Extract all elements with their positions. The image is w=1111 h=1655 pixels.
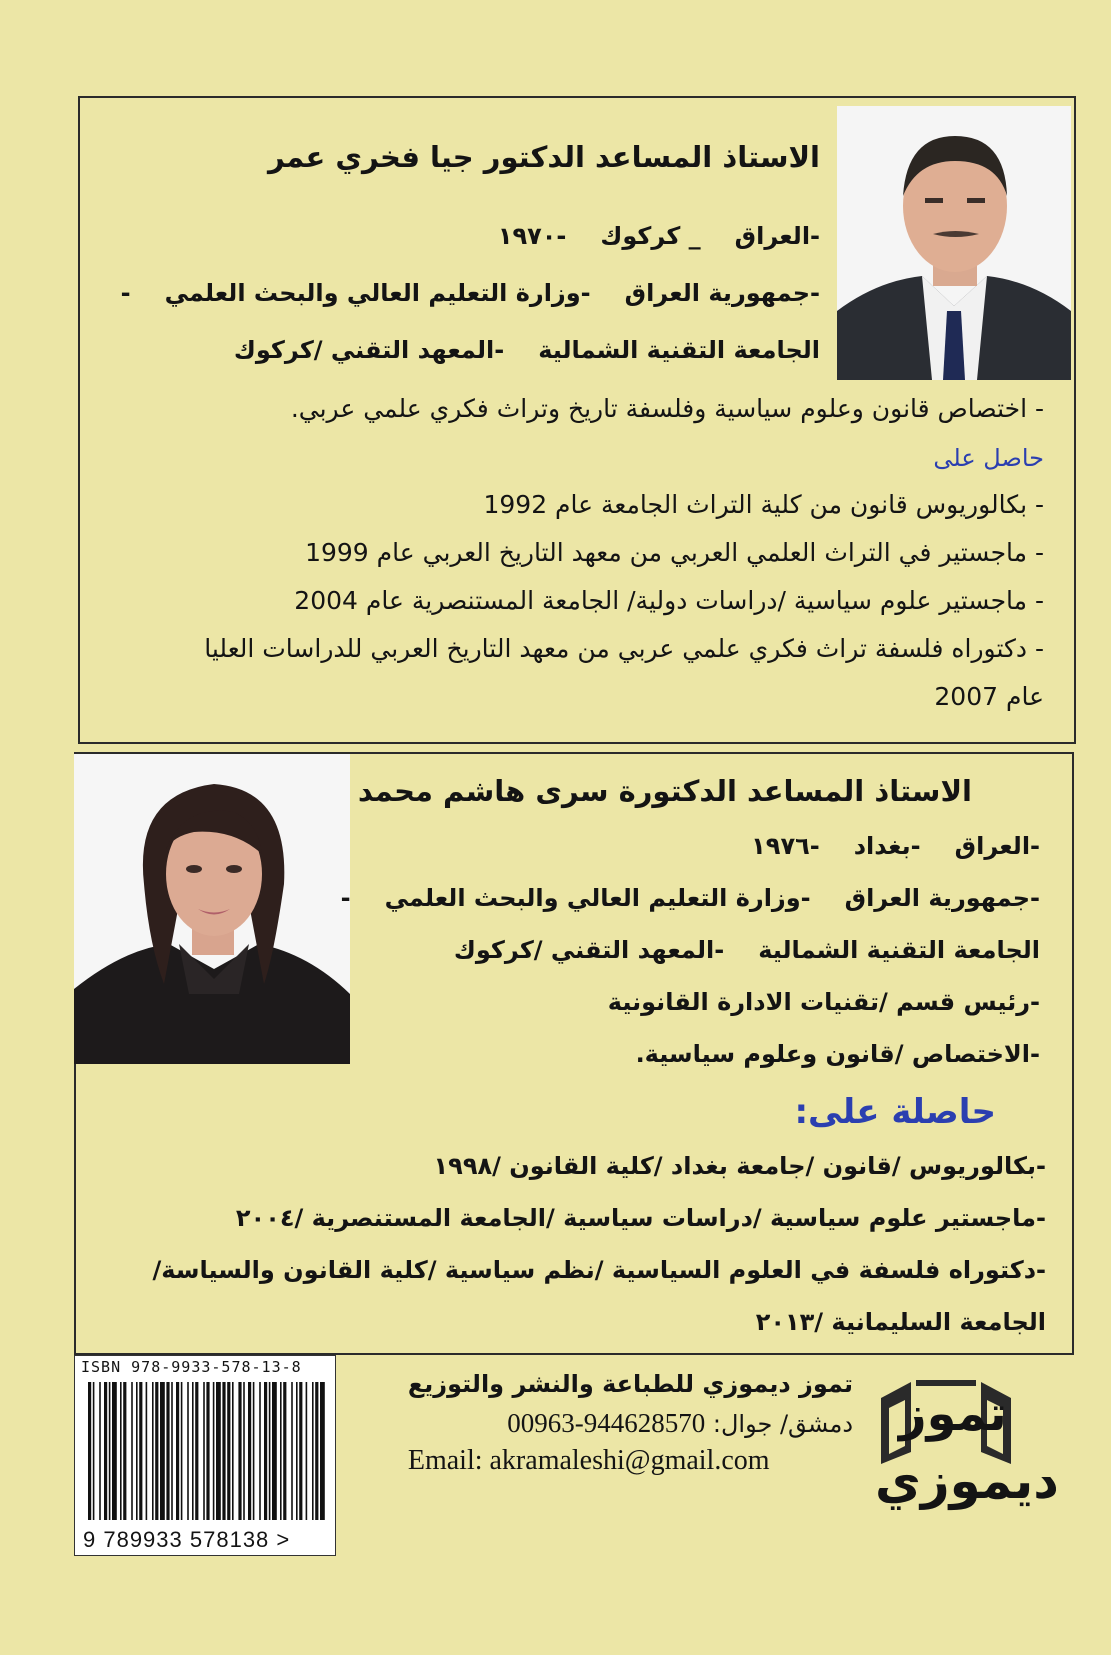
barcode-bar — [131, 1382, 133, 1520]
author2-university: الجامعة التقنية الشمالية — [758, 936, 1040, 964]
author2-country: -العراق — [954, 832, 1040, 860]
author1-republic: -جمهورية العراق — [624, 279, 820, 307]
barcode-bar — [222, 1382, 225, 1520]
barcode-bar — [320, 1382, 325, 1520]
author1-degree-1: - بكالوريوس قانون من كلية التراث الجامعة عام 1992 — [483, 490, 1044, 519]
author1-degree-2: - ماجستير في التراث العلمي العربي من معهد التاريخ العربي عام 1999 — [305, 538, 1044, 567]
barcode-bar — [166, 1382, 169, 1520]
author1-ministry: -وزارة التعليم العالي والبحث العلمي — [164, 279, 591, 307]
author1-university: الجامعة التقنية الشمالية — [538, 336, 820, 364]
logo-top-text: تموز — [899, 1386, 1007, 1442]
author2-line-3 — [420, 936, 1040, 964]
author2-degree-3-cont: الجامعة السليمانية /٢٠١٣ — [755, 1308, 1046, 1336]
author2-degrees-heading: حاصلة على: — [794, 1092, 996, 1132]
barcode-bar — [291, 1382, 293, 1520]
barcode-bar — [243, 1382, 245, 1520]
author2-degree-3: -دكتوراه فلسفة في العلوم السياسية /نظم سياسية /كلية القانون والسياسة/ — [152, 1256, 1046, 1284]
barcode-bar — [112, 1382, 117, 1520]
barcode-bar — [299, 1382, 302, 1520]
author2-dash: - — [340, 884, 351, 912]
author1-univ-line — [200, 336, 820, 364]
barcode-bar — [216, 1382, 221, 1520]
author1-panel — [78, 96, 1076, 744]
author2-photo — [74, 754, 350, 1064]
barcode-bar — [306, 1382, 308, 1520]
author2-line-1 — [717, 832, 1040, 860]
logo-bottom-text: ديموزي — [875, 1452, 1059, 1510]
author2-city: -بغداد — [853, 832, 921, 860]
author1-degree-3: - ماجستير علوم سياسية /دراسات دولية/ الجامعة المستنصرية عام 2004 — [294, 586, 1044, 615]
barcode-bar — [93, 1382, 95, 1520]
barcode-bar — [155, 1382, 158, 1520]
barcode-bar — [264, 1382, 267, 1520]
barcode-bar — [248, 1382, 251, 1520]
barcode-bar — [109, 1382, 111, 1520]
publisher-name: تموز ديموزي للطباعة والنشر والتوزيع — [407, 1370, 853, 1398]
barcode-bar — [192, 1382, 194, 1520]
barcode-bar — [253, 1382, 255, 1520]
publisher-logo — [871, 1368, 1059, 1516]
barcode-bar — [104, 1382, 107, 1520]
author1-dash: - — [120, 279, 131, 307]
isbn-label: ISBN 978-9933-578-13-8 — [81, 1358, 302, 1376]
barcode-bar — [187, 1382, 189, 1520]
barcode-bar — [238, 1382, 241, 1520]
author2-republic: -جمهورية العراق — [844, 884, 1040, 912]
barcode-bar — [136, 1382, 138, 1520]
author1-name: الاستاذ المساعد الدكتور جيا فخري عمر — [268, 140, 820, 174]
author1-birth-line — [464, 222, 820, 250]
barcode-bar — [312, 1382, 314, 1520]
author1-photo — [837, 106, 1071, 380]
isbn-barcode — [74, 1355, 336, 1556]
author1-degree-4-year: عام 2007 — [934, 682, 1044, 711]
barcode-bar — [152, 1382, 154, 1520]
barcode-bar — [296, 1382, 298, 1520]
barcode-bar — [139, 1382, 142, 1520]
author1-ministry-line — [121, 279, 820, 307]
author2-line-4: -رئيس قسم /تقنيات الادارة القانونية — [607, 988, 1040, 1016]
barcode-bar — [176, 1382, 179, 1520]
author2-degree-1: -بكالوريوس /قانون /جامعة بغداد /كلية القانون /١٩٩٨ — [433, 1152, 1046, 1180]
barcode-bar — [280, 1382, 282, 1520]
author2-ministry: -وزارة التعليم العالي والبحث العلمي — [384, 884, 811, 912]
author1-birth-city: _ كركوك — [600, 222, 701, 250]
barcode-bar — [213, 1382, 215, 1520]
barcode-bars — [80, 1382, 330, 1520]
publisher-info — [408, 1370, 853, 1477]
author1-degrees-heading: حاصل على — [933, 444, 1044, 472]
barcode-bar — [315, 1382, 318, 1520]
phone-label: دمشق/ جوال: — [712, 1410, 853, 1438]
barcode-bar — [259, 1382, 261, 1520]
barcode-bar — [181, 1382, 183, 1520]
author1-specialization: - اختصاص قانون وعلوم سياسية وفلسفة تاريخ وتراث فكري علمي عربي. — [290, 394, 1044, 423]
author2-institute: -المعهد التقني /كركوك — [453, 936, 725, 964]
author1-institute: -المعهد التقني /كركوك — [233, 336, 505, 364]
author2-panel — [74, 752, 1074, 1355]
phone-number: 00963-944628570 — [507, 1408, 706, 1438]
barcode-bar — [88, 1382, 91, 1520]
barcode-bar — [272, 1382, 277, 1520]
barcode-bar — [146, 1382, 148, 1520]
author2-degree-2: -ماجستير علوم سياسية /دراسات سياسية /الجامعة المستنصرية /٢٠٠٤ — [235, 1204, 1046, 1232]
barcode-bar — [227, 1382, 230, 1520]
author1-birth-year: -١٩٧٠ — [497, 222, 567, 250]
barcode-bar — [195, 1382, 198, 1520]
author1-birth-country: -العراق — [734, 222, 820, 250]
barcode-digits: 9 789933 578138 > — [83, 1527, 291, 1552]
barcode-bar — [206, 1382, 209, 1520]
barcode-bar — [232, 1382, 234, 1520]
author1-degree-4: - دكتوراه فلسفة تراث فكري علمي عربي من معهد التاريخ العربي للدراسات العليا — [204, 634, 1044, 663]
barcode-bar — [269, 1382, 271, 1520]
author2-line-5: -الاختصاص /قانون وعلوم سياسية. — [635, 1040, 1040, 1068]
barcode-bar — [99, 1382, 101, 1520]
barcode-bar — [171, 1382, 173, 1520]
publisher-email: Email: akramaleshi@gmail.com — [407, 1445, 770, 1476]
barcode-bar — [123, 1382, 126, 1520]
publisher-phone-line — [408, 1408, 853, 1439]
barcode-bar — [283, 1382, 286, 1520]
author2-line-2 — [341, 884, 1040, 912]
author2-name: الاستاذ المساعد الدكتورة سرى هاشم محمد — [357, 774, 972, 808]
barcode-bar — [160, 1382, 165, 1520]
barcode-bar — [203, 1382, 205, 1520]
author2-year: -١٩٧٦ — [751, 832, 820, 860]
barcode-bar — [120, 1382, 122, 1520]
